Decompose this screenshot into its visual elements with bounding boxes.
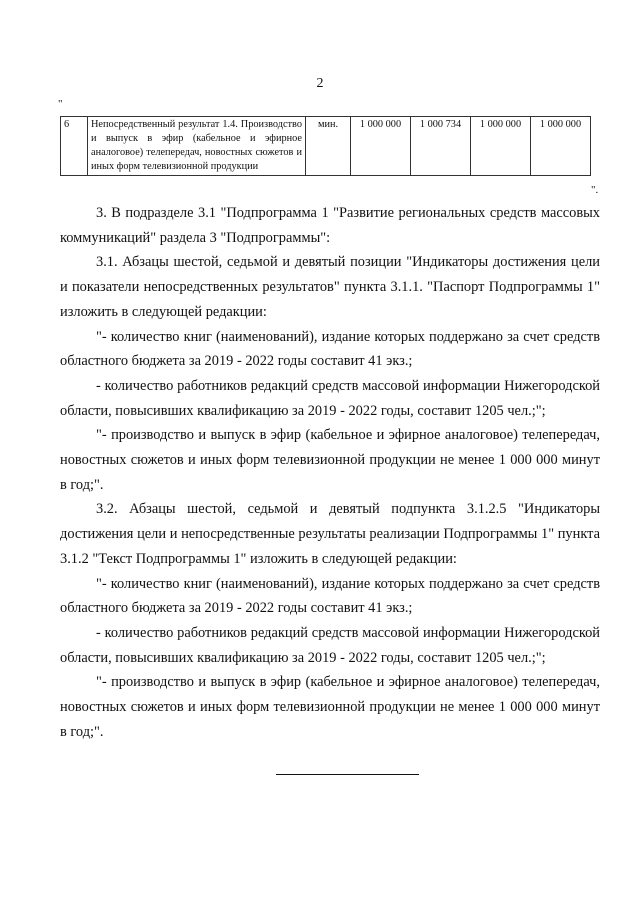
row-value-cell-2: 1 000 734 (411, 117, 471, 176)
paragraph-media-staff-indicator: - количество работников редакций средств массовой информации Нижегородской области, повысивших квалификацию за 2019 - 2022 годы, составит 1205 чел.;"; (60, 377, 600, 419)
closing-quote: ". (591, 184, 599, 196)
row-unit-cell: мин. (306, 117, 351, 176)
paragraph-books-indicator-2: "- количество книг (наименований), издание которых поддержано за счет средств областного бюджета за 2019 - 2022 годы составит 41 экз.; (60, 575, 600, 617)
paragraph-subsection-3-1: 3. В подразделе 3.1 "Подпрограмма 1 "Развитие региональных средств массовых коммуникаций" раздела 3 "Подпрограммы": (60, 205, 600, 246)
document-body (60, 201, 600, 744)
paragraph-item-3-2: 3.2. Абзацы шестой, седьмой и девятый подпункта 3.1.2.5 "Индикаторы достижения цели и непосредственные результаты реализации Подпрограммы 1" пункта 3.1.2 "Текст Подпрограммы 1" изложить в следующей редакции: (60, 501, 600, 567)
paragraph-books-indicator: "- количество книг (наименований), издание которых поддержано за счет средств областного бюджета за 2019 - 2022 годы составит 41 экз.; (60, 328, 600, 370)
row-value-cell-1: 1 000 000 (351, 117, 411, 176)
row-name-cell: Непосредственный результат 1.4. Производство и выпуск в эфир (кабельное и эфирное аналоговое) телепередач, новостных сюжетов и иных форм телевизионной продукции (88, 117, 306, 176)
page-number: 2 (316, 76, 324, 91)
indicator-table (60, 116, 591, 176)
closing-rule (276, 774, 419, 775)
paragraph-tv-production-indicator-2: "- производство и выпуск в эфир (кабельное и эфирное аналоговое) телепередач, новостных сюжетов и иных форм телевизионной продукции не менее 1 000 000 минут в год;". (60, 674, 600, 740)
paragraph-media-staff-indicator-2: - количество работников редакций средств массовой информации Нижегородской области, повысивших квалификацию за 2019 - 2022 годы, составит 1205 чел.;"; (60, 624, 600, 666)
table-row (61, 117, 591, 176)
row-value-cell-3: 1 000 000 (471, 117, 531, 176)
paragraph-tv-production-indicator: "- производство и выпуск в эфир (кабельное и эфирное аналоговое) телепередач, новостных сюжетов и иных форм телевизионной продукции не менее 1 000 000 минут в год;". (60, 427, 600, 493)
row-number-cell: 6 (61, 117, 88, 176)
row-value-cell-4: 1 000 000 (531, 117, 591, 176)
opening-quote: " (58, 98, 63, 110)
paragraph-item-3-1: 3.1. Абзацы шестой, седьмой и девятый позиции "Индикаторы достижения цели и показатели непосредственных результатов" пункта 3.1.1. "Паспорт Подпрограммы 1" изложить в следующей редакции: (60, 254, 600, 320)
